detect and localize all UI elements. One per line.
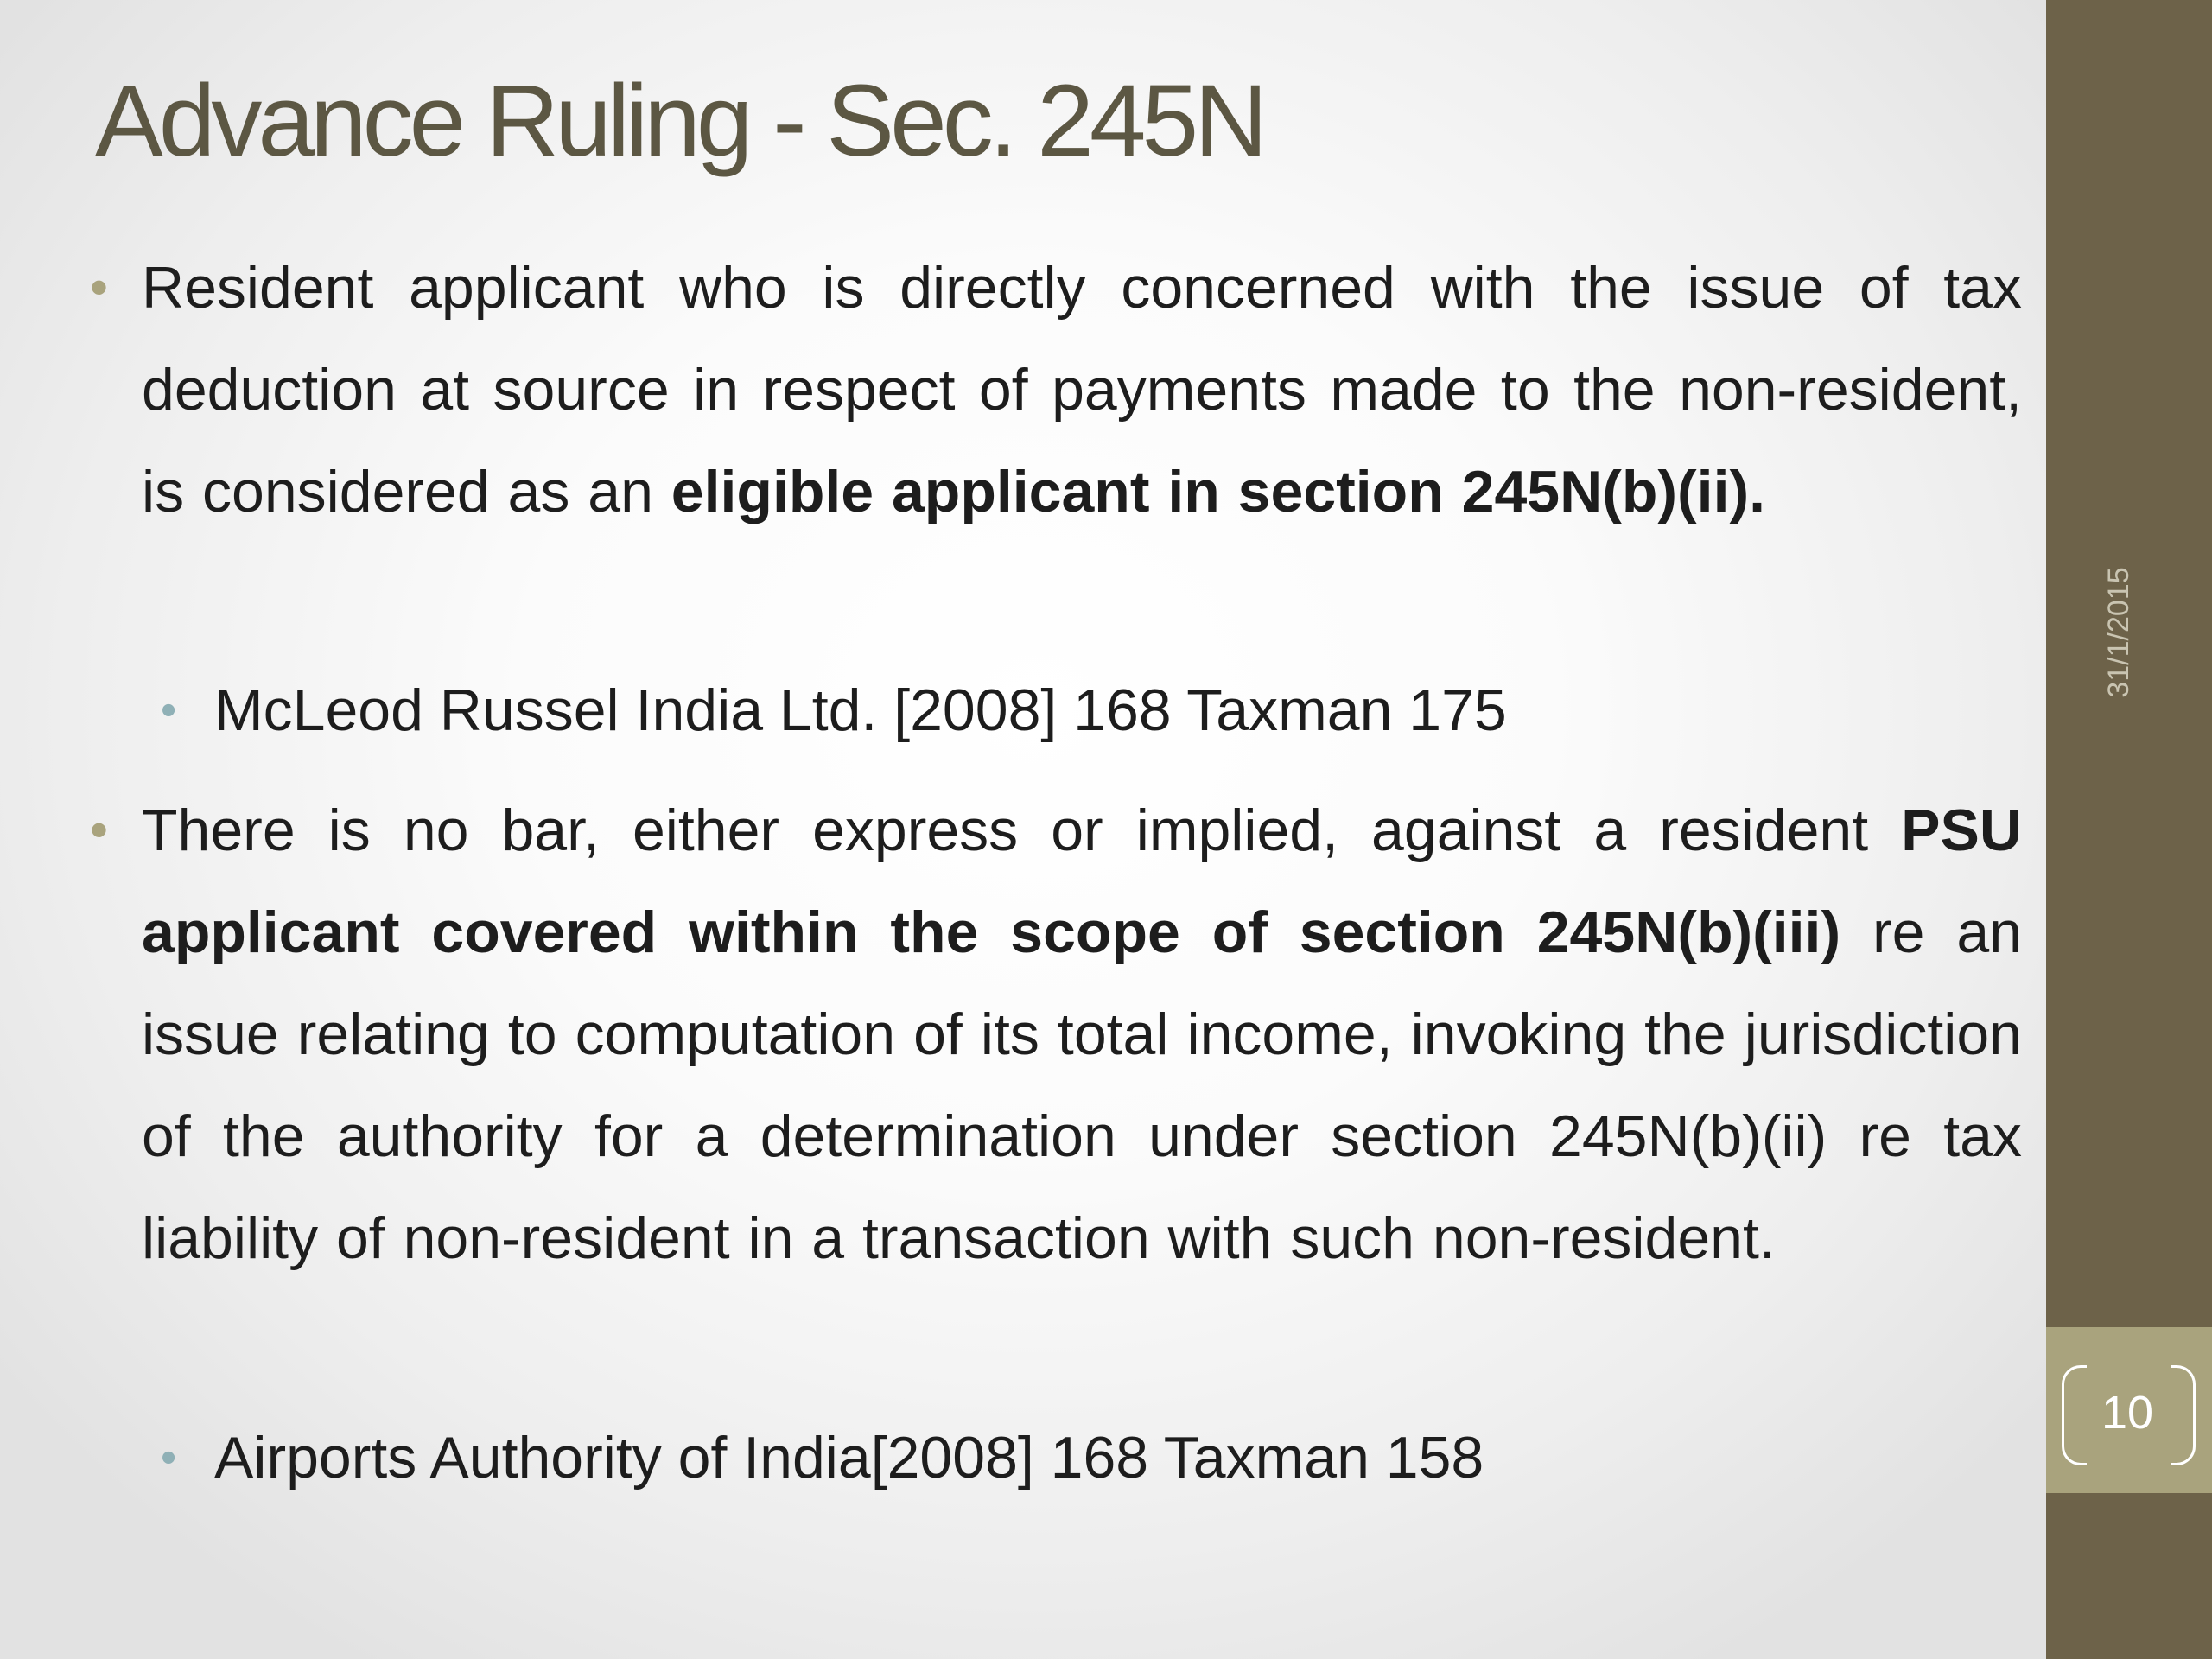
bullet-dot-icon: • xyxy=(90,258,109,316)
citation-text: Airports Authority of India[2008] 168 Taxman 158 xyxy=(214,1425,1484,1491)
bullet-bold-text: eligible applicant in section 245N(b)(ii). xyxy=(671,459,1765,524)
bullet-item xyxy=(90,779,2022,1289)
bullet-bold-text: PSU applicant covered within the scope of section 245N(b)(iii) xyxy=(142,798,2022,965)
bullet-dot-icon: • xyxy=(90,801,109,859)
bullet-item xyxy=(90,237,2022,543)
bullet-text-rest: re an issue relating to computation of its total income, invoking the jurisdiction of the authority for a determination under section 245N(b)(ii) re tax liability of non-resident in a transaction with such non-resident. xyxy=(142,899,2022,1271)
citation-text: McLeod Russel India Ltd. [2008] 168 Taxman 175 xyxy=(214,677,1507,743)
sub-bullet-dot-icon: • xyxy=(161,1433,177,1483)
slide-date: 31/1/2015 xyxy=(2102,567,2135,698)
slide-title: Advance Ruling - Sec. 245N xyxy=(95,64,1264,178)
bullet-text: There is no bar, either express or implied, against a resident xyxy=(142,798,1902,863)
bullet-text: Resident applicant who is directly concerned with the issue of tax deduction at source in respect of payments made to the non-resident, is considered as an xyxy=(142,255,2022,524)
left-bracket-icon xyxy=(2062,1365,2087,1465)
right-bracket-icon xyxy=(2171,1365,2196,1465)
sub-bullet-dot-icon: • xyxy=(161,685,177,735)
sub-bullet-item xyxy=(161,659,2022,761)
sub-bullet-item xyxy=(161,1407,2022,1509)
page-number: 10 xyxy=(2101,1387,2154,1439)
